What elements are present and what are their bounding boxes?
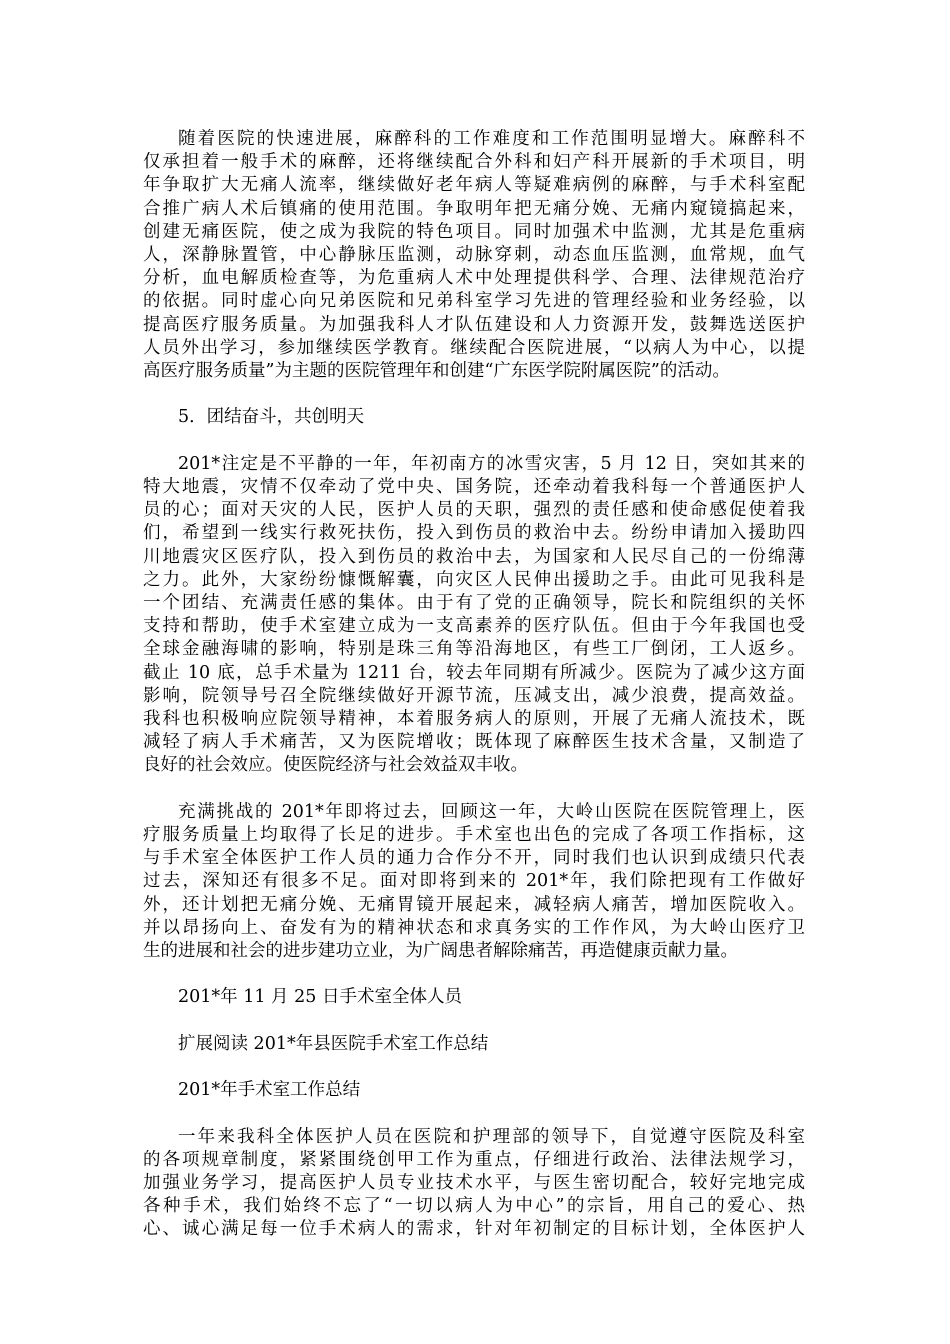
paragraph-line: 良好的社会效应。使医院经济与社会效益双丰收。	[143, 755, 528, 776]
signature-line: 201*年 11 月 25 日手术室全体人员	[178, 987, 462, 1008]
paragraph-line: 仅承担着一般手术的麻醉，还将继续配合外科和妇产科开展新的手术项目，明	[143, 152, 805, 173]
paragraph-line: 疗服务质量上均取得了长足的进步。手术室也出色的完成了各项工作指标，这	[143, 825, 805, 846]
paragraph-line: 加强业务学习，提高医护人员专业技术水平，与医生密切配合，较好完地完成	[143, 1173, 805, 1194]
paragraph-department-summary	[143, 1126, 805, 1242]
paragraph-line: 们，希望到一线实行救死扶伤，投入到伤员的救治中去。纷纷申请加入援助四	[143, 523, 805, 544]
paragraph-line: 201*注定是不平静的一年，年初南方的冰雪灾害，5 月 12 日，突如其来的	[178, 453, 805, 474]
paragraph-line: 各种手术，我们始终不忘了“一切以病人为中心”的宗旨，用自己的爱心、热	[143, 1196, 805, 1217]
paragraph-line: 分析，血电解质检查等，为危重病人术中处理提供科学、合理、法律规范治疗	[143, 268, 805, 289]
paragraph-line: 合推广病人术后镇痛的使用范围。争取明年把无痛分娩、无痛内窥镜搞起来，	[143, 198, 805, 219]
paragraph-line: 影响，院领导号召全院继续做好开源节流，压减支出，减少浪费，提高效益。	[143, 685, 805, 706]
paragraph-line: 高医疗服务质量”为主题的医院管理年和创建“广东医学院附属医院”的活动。	[143, 361, 730, 382]
section-heading-unity: 5．团结奋斗，共创明天	[178, 407, 365, 428]
extended-reading-title: 扩展阅读 201*年县医院手术室工作总结	[178, 1033, 489, 1054]
paragraph-line: 外，还计划把无痛分娩、无痛胃镜开展起来，减轻病人痛苦，增加医院收入。	[143, 894, 805, 915]
paragraph-line: 生的进展和社会的进步建功立业，为广阔患者解除痛苦，再造健康贡献力量。	[143, 941, 738, 962]
paragraph-line: 的依据。同时虚心向兄弟医院和兄弟科室学习先进的管理经验和业务经验，以	[143, 291, 805, 312]
document-page	[143, 128, 805, 1265]
paragraph-line: 心、诚心满足每一位手术病人的需求，针对年初制定的目标计划，全体医护人	[143, 1219, 805, 1240]
paragraph-line: 年争取扩大无痛人流率，继续做好老年病人等疑难病例的麻醉，与手术科室配	[143, 175, 805, 196]
paragraph-earthquake-year	[143, 453, 805, 778]
paragraph-line: 截止 10 底，总手术量为 1211 台，较去年同期有所减少。医院为了减少这方面	[143, 662, 805, 683]
summary-title: 201*年手术室工作总结	[178, 1080, 361, 1101]
paragraph-line: 全球金融海啸的影响，特别是珠三角等沿海地区，有些工厂倒闭，工人返乡。	[143, 639, 805, 660]
paragraph-line: 人，深静脉置管，中心静脉压监测，动脉穿刺，动态血压监测，血常规，血气	[143, 245, 805, 266]
paragraph-line: 充满挑战的 201*年即将过去，回顾这一年，大岭山医院在医院管理上，医	[178, 801, 805, 822]
paragraph-line: 随着医院的快速进展，麻醉科的工作难度和工作范围明显增大。麻醉科不	[178, 129, 805, 149]
paragraph-line: 川地震灾区医疗队，投入到伤员的救治中去，为国家和人民尽自己的一份绵薄	[143, 546, 805, 567]
paragraph-line: 人员外出学习，参加继续医学教育。继续配合医院进展，“以病人为中心，以提	[143, 337, 805, 358]
paragraph-line: 的各项规章制度，紧紧围绕创甲工作为重点，仔细进行政治、法律法规学习，	[143, 1149, 805, 1170]
paragraph-anesthesia-development	[143, 128, 805, 383]
paragraph-line: 过去，深知还有很多不足。面对即将到来的 201*年，我们除把现有工作做好	[143, 871, 805, 892]
paragraph-line: 一年来我科全体医护人员在医院和护理部的领导下，自觉遵守医院及科室	[178, 1126, 805, 1147]
paragraph-line: 并以昂扬向上、奋发有为的精神状态和求真务实的工作作风，为大岭山医疗卫	[143, 917, 805, 938]
paragraph-line: 提高医疗服务质量。为加强我科人才队伍建设和人力资源开发，鼓舞选送医护	[143, 314, 805, 335]
paragraph-line: 特大地震，灾情不仅牵动了党中央、国务院，还牵动着我科每一个普通医护人	[143, 477, 805, 498]
paragraph-line: 之力。此外，大家纷纷慷慨解囊，向灾区人民伸出援助之手。由此可见我科是	[143, 569, 805, 590]
paragraph-line: 与手术室全体医护工作人员的通力合作分不开，同时我们也认识到成绩只代表	[143, 848, 805, 869]
paragraph-line: 一个团结、充满责任感的集体。由于有了党的正确领导，院长和院组织的关怀	[143, 593, 805, 614]
paragraph-year-review	[143, 801, 805, 963]
paragraph-line: 我科也积极响应院领导精神，本着服务病人的原则，开展了无痛人流技术，既	[143, 709, 805, 730]
paragraph-line: 创建无痛医院，使之成为我院的特色项目。同时加强术中监测，尤其是危重病	[143, 221, 805, 242]
paragraph-line: 支持和帮助，使手术室建立成为一支高素养的医疗队伍。但由于今年我国也受	[143, 616, 805, 637]
paragraph-line: 员的心；面对天灾的人民，医护人员的天职，强烈的责任感和使命感促使着我	[143, 500, 805, 521]
paragraph-line: 减轻了病人手术痛苦，又为医院增收；既体现了麻醉医生技术含量，又制造了	[143, 732, 805, 753]
